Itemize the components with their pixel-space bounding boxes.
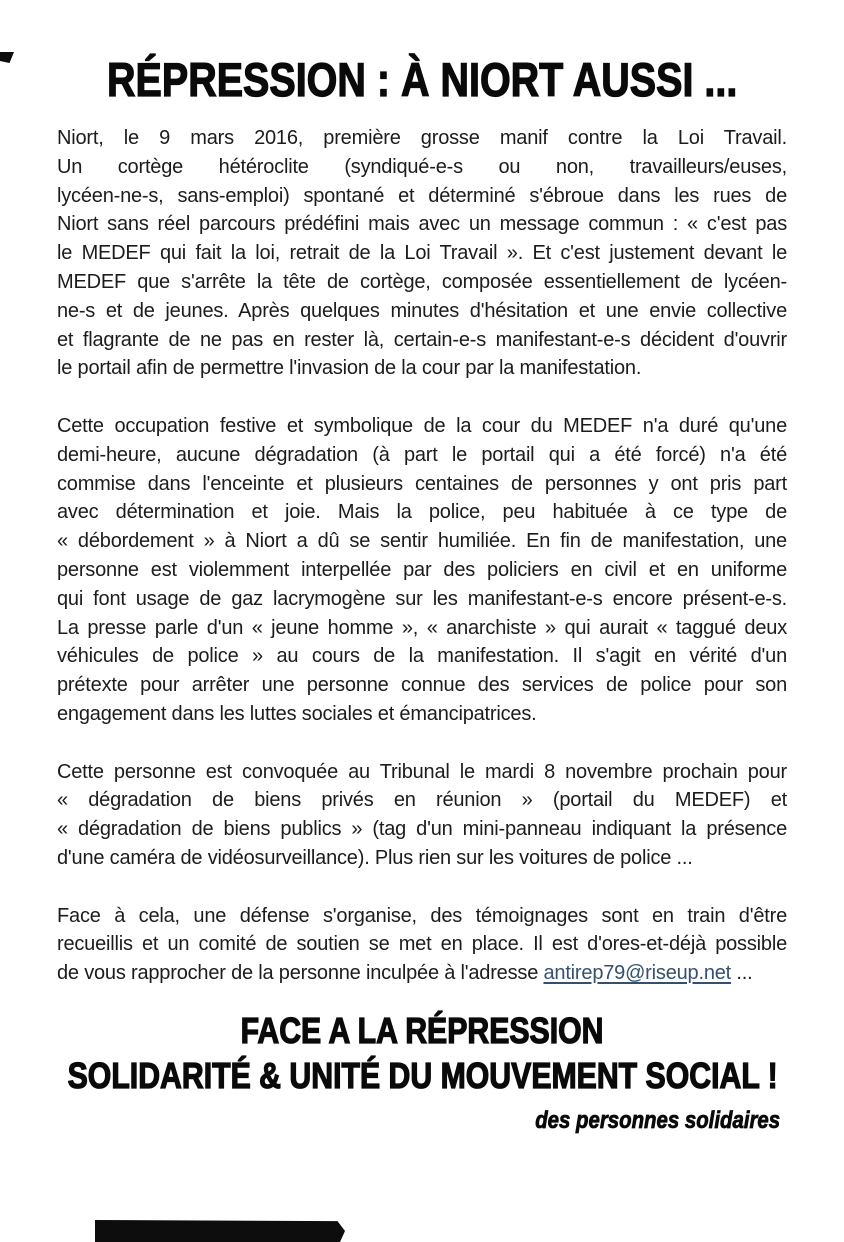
body-text	[57, 124, 787, 988]
text-line: personne est violemment interpellée par des policiers en civil et en uniforme	[57, 558, 787, 581]
text-line: Face à cela, une défense s'organise, des témoignages sont en train d'être	[57, 904, 787, 927]
text-line: véhicules de police » au cours de la manifestation. Il s'agit en vérité d'un	[57, 645, 787, 668]
email-link[interactable]: antirep79@riseup.net	[543, 962, 732, 985]
text-line: engagement dans les luttes sociales et émancipatrices.	[57, 702, 537, 725]
closing-line-1	[0, 1008, 844, 1053]
closing-line-2	[0, 1053, 844, 1098]
text-line: « dégradation de biens publics » (tag d'un mini-panneau indiquant la présence	[57, 818, 787, 841]
scan-artifact-bottom-bar	[95, 1220, 345, 1242]
text-line: MEDEF que s'arrête la tête de cortège, composée essentiellement de lycéen-	[57, 270, 787, 293]
signature-text: des personnes solidaires	[535, 1106, 780, 1134]
text-line: « dégradation de biens privés en réunion » (portail du MEDEF) et	[57, 789, 787, 812]
text-line: et flagrante de ne pas en rester là, certain-e-s manifestant-e-s décident d'ouvrir	[57, 328, 787, 351]
closing-slogan	[0, 1008, 844, 1098]
closing-line-2-text: SOLIDARITÉ & UNITÉ DU MOUVEMENT SOCIAL !	[67, 1054, 778, 1096]
text-line: demi-heure, aucune dégradation (à part le portail qui a été forcé) n'a été	[57, 443, 787, 466]
text-line: Un cortège hétéroclite (syndiqué-e-s ou non, travailleurs/euses,	[57, 155, 787, 178]
text-line: Cette occupation festive et symbolique de la cour du MEDEF n'a duré qu'une	[57, 414, 787, 437]
text-line: avec détermination et joie. Mais la police, peu habituée à ce type de	[57, 501, 787, 524]
text-line: qui font usage de gaz lacrymogène sur les manifestant-e-s encore présent-e-s.	[57, 587, 787, 610]
text-line: d'une caméra de vidéosurveillance). Plus rien sur les voitures de police ...	[57, 846, 693, 869]
page-title	[0, 52, 844, 108]
text-line: La presse parle d'un « jeune homme », « anarchiste » qui aurait « taggué deux	[57, 616, 787, 639]
text-line: recueillis et un comité de soutien se met en place. Il est d'ores-et-déjà possible	[57, 933, 787, 956]
text-line: Niort sans réel parcours prédéfini mais avec un message commun : « c'est pas	[57, 213, 787, 236]
closing-line-1-text: FACE A LA RÉPRESSION	[240, 1009, 604, 1051]
text-line: le portail afin de permettre l'invasion de la cour par la manifestation.	[57, 357, 642, 380]
text-line: « débordement » à Niort a dû se sentir humiliée. En fin de manifestation, une	[57, 530, 787, 553]
paragraph	[57, 902, 787, 988]
paragraph	[57, 412, 787, 729]
text-line: prétexte pour arrêter une personne connue des services de police pour son	[57, 674, 787, 697]
flyer-page	[0, 52, 844, 1242]
text-line: Cette personne est convoquée au Tribunal le mardi 8 novembre prochain pour	[57, 760, 787, 783]
text-line: ne-s et de jeunes. Après quelques minutes d'hésitation et une envie collective	[57, 299, 787, 322]
text-line: commise dans l'enceinte et plusieurs centaines de personnes y ont pris part	[57, 472, 787, 495]
text-line: de vous rapprocher de la personne inculpée à l'adresse antirep79@riseup.net ...	[57, 962, 753, 985]
text-line: lycéen-ne-s, sans-emploi) spontané et déterminé s'ébroue dans les rues de	[57, 184, 787, 207]
text-line: le MEDEF qui fait la loi, retrait de la Loi Travail ». Et c'est justement devant le	[57, 242, 787, 265]
paragraph	[57, 758, 787, 873]
text-line: Niort, le 9 mars 2016, première grosse manif contre la Loi Travail.	[57, 127, 787, 149]
paragraph	[57, 124, 787, 383]
page-title-text: RÉPRESSION : À NIORT AUSSI ...	[106, 53, 738, 106]
signature	[0, 1106, 780, 1136]
